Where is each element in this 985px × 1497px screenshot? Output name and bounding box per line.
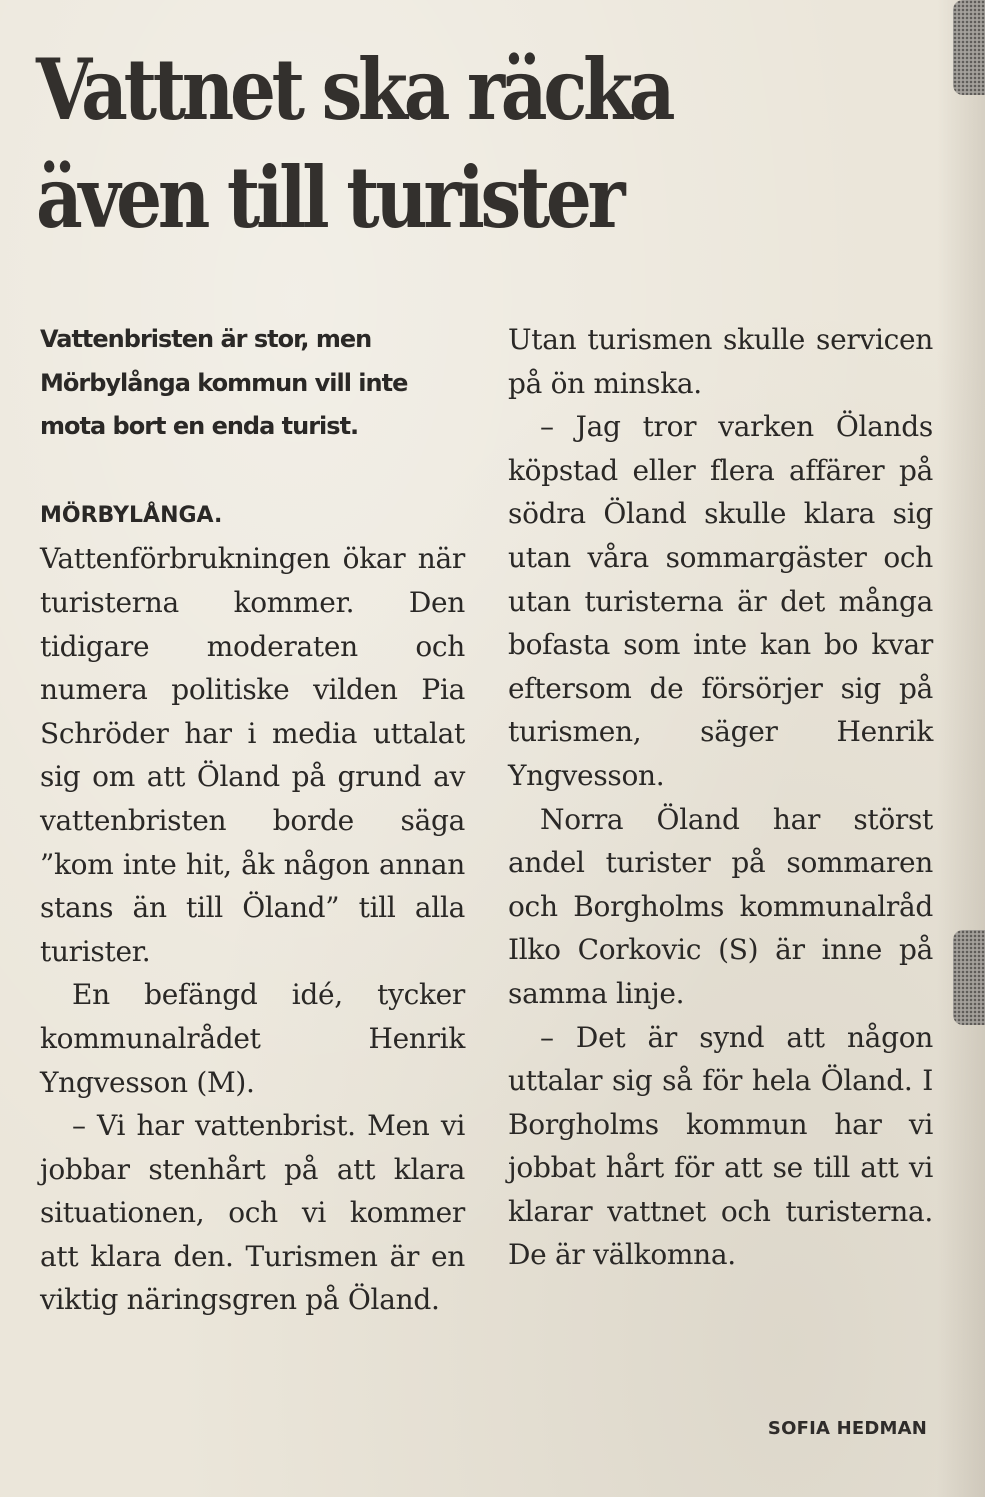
halftone-tab-middle [953,930,985,1025]
article-ingress: Vattenbristen är stor, men Mörbylånga kommun vill inte mota bort en enda turist. [40,325,408,441]
article-paragraph-6: – Det är synd att någon uttalar sig så för hela Öland. I Borgholms kommun har vi jobbat hårt för att se till att vi klarar vattnet och turisterna. De är välkomna. [508,1020,933,1272]
text-column-left [40,318,465,1322]
article-paragraph-2: En befängd idé, tycker kommunalrådet Henrik Yngvesson (M). [40,978,465,1099]
text-column-right [508,318,933,1277]
article-paragraph-4: – Jag tror varken Ölands köpstad eller flera affärer på södra Öland skulle klara sig utan våra sommargäster och utan turisterna är det många bofasta som inte kan bo kvar eftersom de försörjer sig på turismen, säger Henrik Yngvesson. [508,410,933,792]
adjacent-page-edge [937,0,985,1497]
article-paragraph-5: Norra Öland har störst andel turister på sommaren och Borgholms kommunalråd Ilko Corkovic (S) är inne på samma linje. [508,802,933,1010]
article-paragraph-3-continued: Utan turismen skulle servicen på ön minska. [508,323,933,400]
article-dateline: MÖRBYLÅNGA. [40,502,223,528]
article-paragraph-3: – Vi har vattenbrist. Men vi jobbar stenhårt på att klara situationen, och vi kommer att klara den. Turismen är en viktig näringsgren på Öland. [40,1109,465,1317]
halftone-tab-top [953,0,985,95]
article-headline: Vattnet ska räcka även till turister [36,40,672,247]
article-paragraph-1: MÖRBYLÅNGA. Vattenförbrukningen ökar när turisterna kommer. Den tidigare moderaten och numera politiske vilden Pia Schröder har i media uttalat sig om att Öland på grund av vattenbristen borde säga ”kom inte hit, åk någon annan stans än till Öland” till alla turister. [40,502,465,968]
article-byline: SOFIA HEDMAN [767,1418,927,1439]
